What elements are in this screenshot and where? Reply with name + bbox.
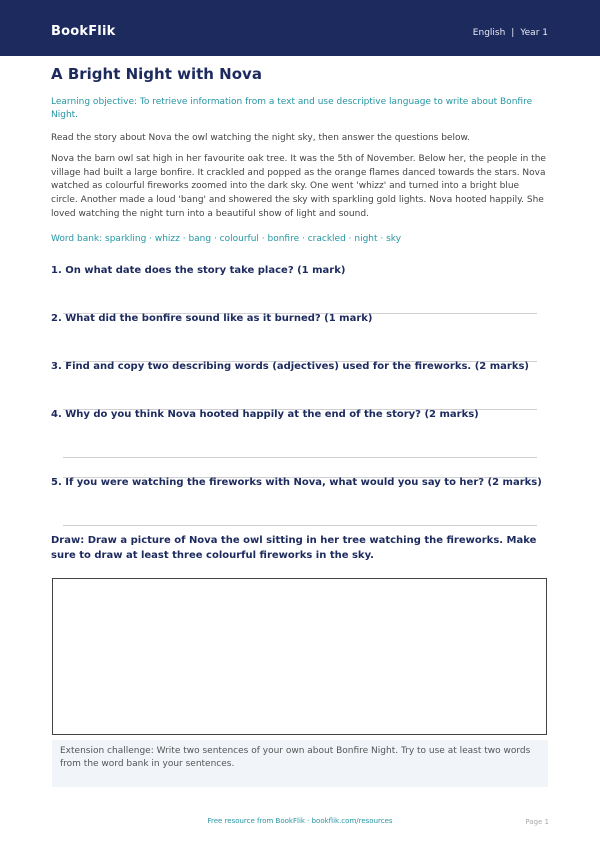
page-number: Page 1 xyxy=(525,818,549,826)
drawing-area[interactable] xyxy=(52,578,547,735)
extension-challenge: Extension challenge: Write two sentences of your own about Bonfire Night. Try to use at least two words from the word bank in your sentences. xyxy=(52,740,548,787)
story-text: Nova the barn owl sat high in her favourite oak tree. It was the 5th of November. Below her, the people in the village had built a large bonfire. It crackled and popped as the orange flames danced towards the stars. Nova watched as colourful fireworks zoomed into the dark sky. One went 'whizz' and turned into a bright blue circle. Another made a loud 'bang' and showered the sky with sparkling gold lights. Nova hooted happily. She loved watching the night turn into a beautiful show of light and sound. xyxy=(51,154,546,219)
question-1: 1. On what date does the story take place? (1 mark) xyxy=(51,265,346,276)
drawing-prompt: Draw: Draw a picture of Nova the owl sitting in her tree watching the fireworks. Make sure to draw at least three colourful fireworks in the sky. xyxy=(51,535,537,561)
site-header xyxy=(0,0,600,56)
instructions: Read the story about Nova the owl watching the night sky, then answer the questions below. xyxy=(51,133,470,143)
subject-year-meta xyxy=(473,28,548,38)
question-3: 3. Find and copy two describing words (adjectives) used for the fireworks. (2 marks) xyxy=(51,361,529,372)
year-label: Year 1 xyxy=(520,28,548,38)
question-4: 4. Why do you think Nova hooted happily at the end of the story? (2 marks) xyxy=(51,409,479,420)
brand-logo[interactable]: BookFlik xyxy=(51,24,116,39)
worksheet-title: A Bright Night with Nova xyxy=(51,65,262,83)
question-5: 5. If you were watching the fireworks with Nova, what would you say to her? (2 marks) xyxy=(51,477,542,488)
learning-objective: Learning objective: To retrieve information from a text and use descriptive language to write about Bonfire Night. xyxy=(51,97,533,120)
meta-separator: | xyxy=(511,28,515,38)
footer-credit[interactable]: Free resource from BookFlik · bookflik.com/resources xyxy=(207,817,393,825)
question-2: 2. What did the bonfire sound like as it burned? (1 mark) xyxy=(51,313,373,324)
answer-line-4a[interactable] xyxy=(63,457,537,458)
subject-label: English xyxy=(472,28,506,38)
answer-line-5[interactable] xyxy=(63,525,537,526)
word-bank: Word bank: sparkling · whizz · bang · colourful · bonfire · crackled · night · sky xyxy=(51,234,402,244)
